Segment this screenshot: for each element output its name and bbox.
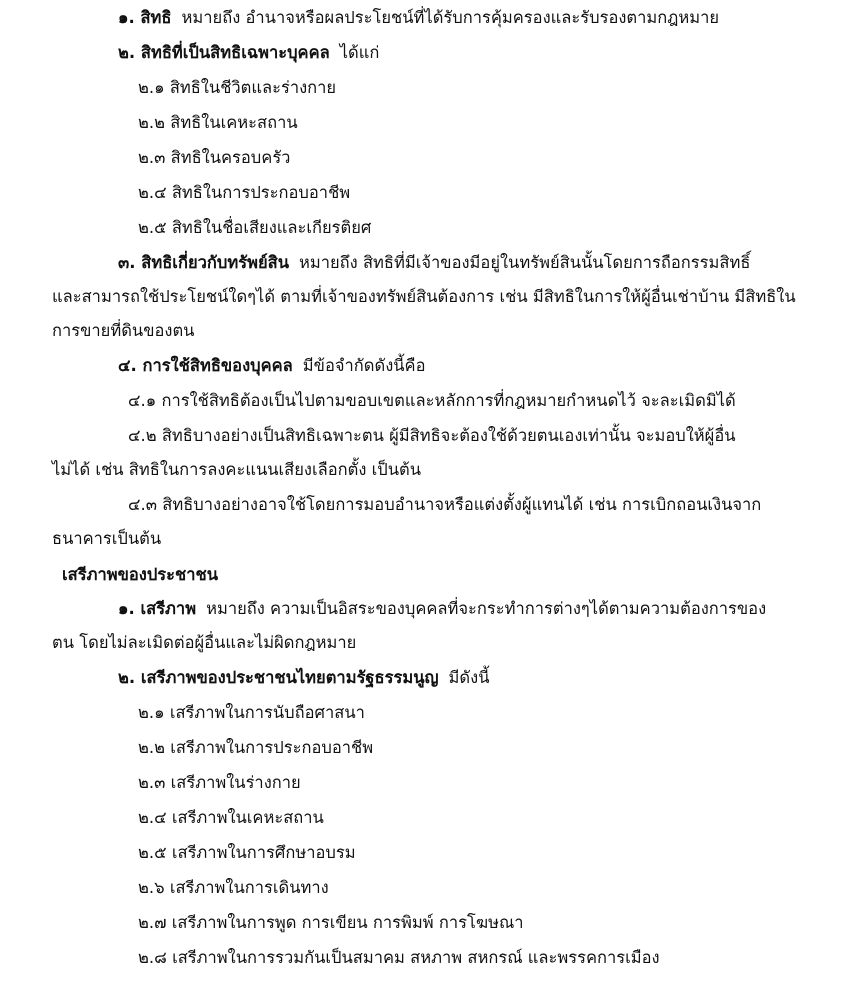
rights-item-2 xyxy=(118,41,379,67)
rights-item-1-text: หมายถึง อำนาจหรือผลประโยชน์ที่ได้รับการคุ้มครองและรับรองตามกฎหมาย xyxy=(181,8,720,27)
rights-item-2-sub-5: ๒.๕ สิทธิในชื่อเสียงและเกียรติยศ xyxy=(138,218,372,237)
freedom-item-1 xyxy=(118,597,766,623)
rights-item-4-sub-2-cont: ไม่ได้ เช่น สิทธิในการลงคะแนนเสียงเลือกตั้ง เป็นต้น xyxy=(52,460,422,479)
rights-item-4-sub-1: ๔.๑ การใช้สิทธิต้องเป็นไปตามขอบเขตและหลักการที่กฎหมายกำหนดไว้ จะละเมิดมิได้ xyxy=(128,391,736,410)
rights-item-2-head: ๒. สิทธิที่เป็นสิทธิเฉพาะบุคคล xyxy=(118,43,330,62)
freedom-heading: เสรีภาพของประชาชน xyxy=(62,565,218,584)
rights-item-4-head: ๔. การใช้สิทธิของบุคคล xyxy=(118,356,293,375)
rights-item-3-cont-1: และสามารถใช้ประโยชน์ใดๆได้ ตามที่เจ้าของทรัพย์สินต้องการ เช่น มีสิทธิในการให้ผู้อื่นเช่าบ้าน มีสิทธิใน xyxy=(52,287,796,306)
freedom-item-2-sub-7: ๒.๗ เสรีภาพในการพูด การเขียน การพิมพ์ การโฆษณา xyxy=(138,913,524,932)
freedom-item-2-head: ๒. เสรีภาพของประชาชนไทยตามรัฐธรรมนูญ xyxy=(118,668,439,687)
rights-item-3 xyxy=(118,251,750,277)
freedom-item-2-sub-1: ๒.๑ เสรีภาพในการนับถือศาสนา xyxy=(138,703,365,722)
rights-item-4 xyxy=(118,354,426,380)
rights-item-4-sub-2: ๔.๒ สิทธิบางอย่างเป็นสิทธิเฉพาะตน ผู้มีสิทธิจะต้องใช้ด้วยตนเองเท่านั้น จะมอบให้ผู้อื่น xyxy=(128,426,736,445)
rights-item-2-sub-3: ๒.๓ สิทธิในครอบครัว xyxy=(138,148,291,167)
freedom-item-2-sub-8: ๒.๘ เสรีภาพในการรวมกันเป็นสมาคม สหภาพ สหกรณ์ และพรรคการเมือง xyxy=(138,948,660,967)
freedom-item-2-sub-2: ๒.๒ เสรีภาพในการประกอบอาชีพ xyxy=(138,738,374,757)
rights-item-4-sub-3: ๔.๓ สิทธิบางอย่างอาจใช้โดยการมอบอำนาจหรือแต่งตั้งผู้แทนได้ เช่น การเบิกถอนเงินจาก xyxy=(128,495,762,514)
rights-item-3-text: หมายถึง สิทธิที่มีเจ้าของมีอยู่ในทรัพย์สินนั้นโดยการถือกรรมสิทธิ์ xyxy=(298,253,751,272)
freedom-item-2-sub-3: ๒.๓ เสรีภาพในร่างกาย xyxy=(138,773,301,792)
rights-item-2-sub-1: ๒.๑ สิทธิในชีวิตและร่างกาย xyxy=(138,78,337,97)
rights-item-4-sub-3-cont: ธนาคารเป็นต้น xyxy=(52,529,162,548)
rights-item-1-head: ๑. สิทธิ xyxy=(118,8,172,27)
freedom-item-2-text: มีดังนี้ xyxy=(448,668,490,687)
rights-item-4-text: มีข้อจำกัดดังนี้คือ xyxy=(302,356,426,375)
rights-item-3-head: ๓. สิทธิเกี่ยวกับทรัพย์สิน xyxy=(118,253,289,272)
rights-item-2-sub-2: ๒.๒ สิทธิในเคหะสถาน xyxy=(138,113,298,132)
rights-item-2-sub-4: ๒.๔ สิทธิในการประกอบอาชีพ xyxy=(138,183,351,202)
rights-item-2-text: ได้แก่ xyxy=(339,43,380,62)
freedom-item-1-text: หมายถึง ความเป็นอิสระของบุคคลที่จะกระทำการต่างๆได้ตามความต้องการของ xyxy=(206,599,767,618)
freedom-item-2-sub-6: ๒.๖ เสรีภาพในการเดินทาง xyxy=(138,878,329,897)
freedom-item-1-head: ๑. เสรีภาพ xyxy=(118,599,197,618)
freedom-item-2-sub-5: ๒.๕ เสรีภาพในการศึกษาอบรม xyxy=(138,843,356,862)
rights-item-1 xyxy=(118,6,719,32)
freedom-item-2 xyxy=(118,666,489,692)
freedom-item-2-sub-4: ๒.๔ เสรีภาพในเคหะสถาน xyxy=(138,808,324,827)
freedom-item-1-cont: ตน โดยไม่ละเมิดต่อผู้อื่นและไม่ผิดกฎหมาย xyxy=(52,633,357,652)
rights-item-3-cont-2: การขายที่ดินของตน xyxy=(52,321,195,340)
